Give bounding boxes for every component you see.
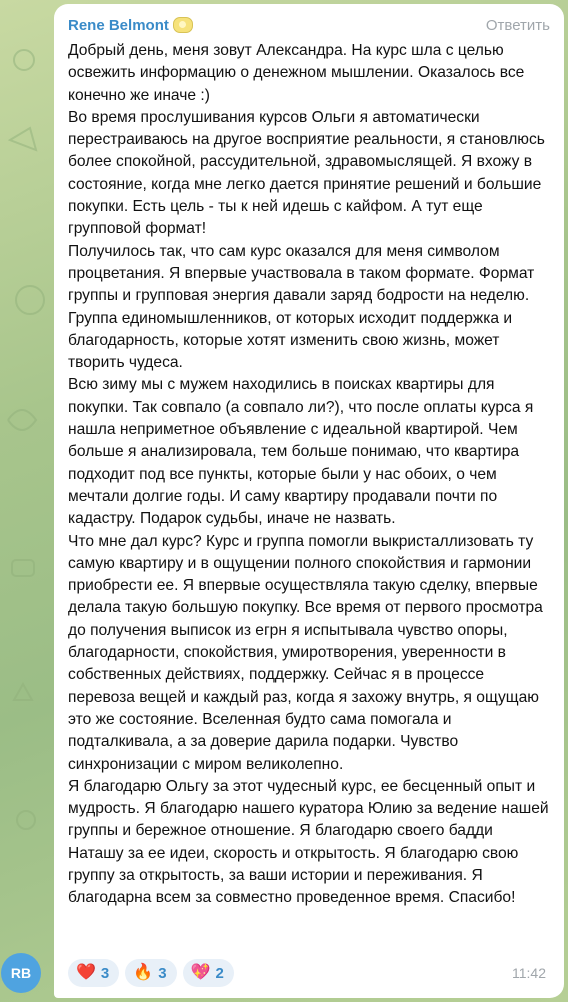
reaction-count: 3 [100,964,110,982]
emoji-status-icon [173,17,193,33]
message-paragraph: Во время прослушивания курсов Ольги я автоматически перестраиваюсь на другое восприятие реальности, я становлюсь более спокойной, рассудительной, здравомыслящей. Я вхожу в состояние, когда мне легко дается принятие решений и большие покупки. Есть цель - ты к ней идешь с кайфом. А тут еще групповой формат! [68,108,545,238]
message-footer [68,958,550,988]
heart-icon: ❤️ [76,964,96,981]
message-paragraph: Что мне дал курс? Курс и группа помогли выкристаллизовать ту самую квартиру и в ощущении полного спокойствия и гармонии приобрести ее. Я впервые осуществляла такую сделку, впервые делала такую большую покупку. Все время от первого просмотра до получения выписок из егрн я испытывала чувство опоры, благодарности, спокойствия, умиротворения, уверенности в собственных действиях, поддержку. Сейчас я в процессе перевоза вещей и каждый раз, когда я захожу внутрь, я ощущаю это же состояние. Вселенная будто сама помогала и подталкивала, а за доверие дарила подарки. Чувство синхронизации с миром великолепно. [68,532,543,773]
sender-name[interactable] [68,17,193,34]
message-header [68,14,550,36]
message-paragraph: Всю зиму мы с мужем находились в поисках квартиры для покупки. Так совпало (а совпало ли?), что после оплаты курса я нашла неприметное объявление с идеальной квартирой. Чем больше я анализировала, тем больше понимаю, что квартира подходит под все пункты, которые были у нас обоих, о чем мечтали долгие годы. И саму квартиру продавали почти по кадастру. Подарок судьбы, иначе не назвать. [68,376,534,528]
message-paragraph: Добрый день, меня зовут Александра. На курс шла с целью освежить информацию о денежном мышлении. Оказалось все конечно же иначе :) [68,42,525,104]
sender-name-label[interactable]: Rene Belmont [68,16,169,34]
reactions [68,959,234,987]
reaction-count: 3 [158,964,167,982]
message-paragraph: Я благодарю Ольгу за этот чудесный курс, ее бесценный опыт и мудрость. Я благодарю нашего куратора Юлию за ведение нашей группы и бережное отношение. Я благодарю своего бадди Наташу за ее идеи, скорость и открытость. Я благодарю свою группу за открытость, за ваши истории и переживания. Я благодарна всем за совместно проведенное время. Спасибо! [68,777,549,907]
reaction-sparkling-heart[interactable] [183,959,234,987]
message-timestamp: 11:42 [512,965,546,981]
message-text [68,40,550,910]
avatar[interactable]: RB [1,953,41,993]
reply-button[interactable]: Ответить [485,16,550,34]
message-paragraph: Получилось так, что сам курс оказался для меня символом процветания. Я впервые участвовала в таком формате. Формат группы и групповая энергия давали заряд бодрости на неделю. Группа единомышленников, от которых исходит поддержка и благодарность, которые хотят изменить свою жизнь, может творить чудеса. [68,242,535,372]
reaction-heart[interactable] [68,959,119,987]
reaction-fire[interactable] [125,959,176,987]
sparkling-heart-icon: 💖 [190,964,211,981]
reaction-count: 2 [215,964,224,982]
fire-icon: 🔥 [133,964,154,981]
message-bubble[interactable] [54,4,564,998]
